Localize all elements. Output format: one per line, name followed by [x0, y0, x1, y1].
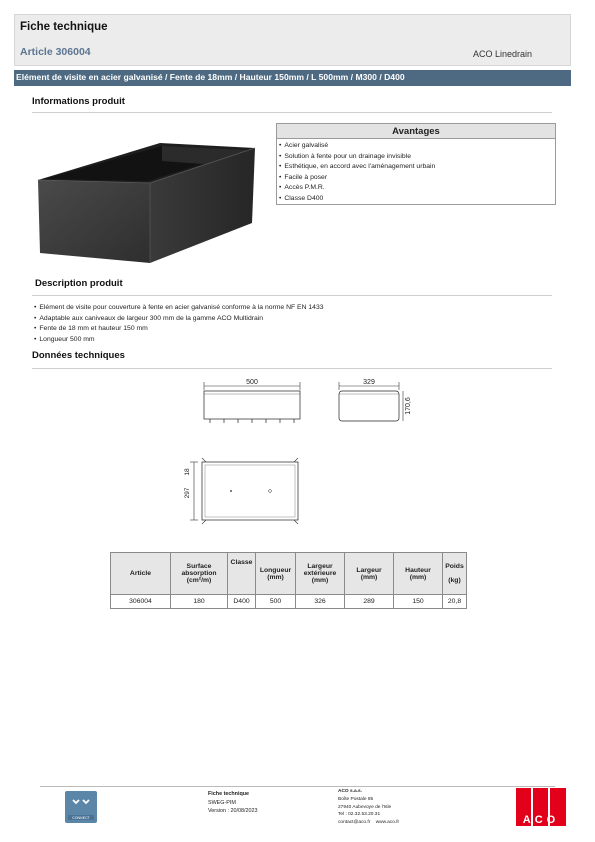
header-hauteur: Hauteur (mm) — [394, 553, 443, 595]
cell-largeur: 289 — [345, 595, 394, 609]
technical-data-table — [110, 552, 467, 609]
side-width-label: 329 — [363, 379, 375, 386]
advantages-heading: Avantages — [277, 124, 555, 139]
cell-largeur-exterieure: 326 — [296, 595, 345, 609]
table-row — [111, 595, 467, 609]
footer-website-link[interactable]: www.aco.fr — [375, 820, 400, 826]
footer-doc-type: Fiche technique — [208, 791, 250, 797]
footer-doc-source: SWEG-PIM — [208, 799, 236, 806]
brand-name: ACO Linedrain — [472, 49, 532, 59]
description-list — [34, 303, 324, 345]
description-item: • Adaptable aux caniveaux de largeur 300 mm de la gamme ACO Multidrain — [34, 314, 324, 325]
top-view-drawing — [180, 456, 310, 526]
top-slot-label: 18 — [184, 468, 191, 476]
header-largeur: Largeur (mm) — [345, 553, 394, 595]
footer-company-address: Boîte Postale 85 — [338, 796, 374, 802]
header-classe: Classe — [228, 553, 256, 595]
footer-divider — [40, 786, 555, 787]
footer-company-phone: Tel : 02.32.53.20.31 — [338, 812, 381, 818]
side-view-drawing — [333, 374, 413, 430]
cell-classe: D400 — [228, 595, 256, 609]
aco-logo-text: ACO — [522, 814, 560, 826]
advantage-item: • Accès P.M.R. — [279, 183, 555, 194]
header-longueur: Longueur (mm) — [256, 553, 296, 595]
connect-logo — [65, 791, 97, 823]
footer-doc-version: Version : 20/08/2023 — [208, 808, 258, 815]
article-number: Article 306004 — [20, 46, 91, 58]
advantage-item: • Facile à poser — [279, 173, 555, 184]
section-divider — [32, 112, 552, 113]
advantage-item: • Classe D400 — [279, 194, 555, 205]
footer-company-city: 27940 Aubevoye de l'Isle — [338, 804, 392, 810]
cell-longueur: 500 — [256, 595, 296, 609]
section-heading-info: Informations produit — [32, 96, 125, 107]
advantages-list — [277, 139, 555, 205]
description-item: • Longueur 500 mm — [34, 335, 324, 346]
front-width-label: 500 — [246, 379, 258, 386]
header-surface: Surface absorption (cm²/m) — [171, 553, 228, 595]
section-divider — [32, 368, 552, 369]
header-article: Article — [111, 553, 171, 595]
footer-email-link[interactable]: contact@aco.fr — [338, 820, 371, 826]
description-item: • Elément de visite pour couverture à fente en acier galvanisé conforme à la norme NF EN 1433 — [34, 303, 324, 314]
cell-article: 306004 — [111, 595, 171, 609]
advantage-item: • Esthétique, en accord avec l'aménagement urbain — [279, 162, 555, 173]
section-heading-technical: Données techniques — [32, 350, 125, 361]
description-item: • Fente de 18 mm et hauteur 150 mm — [34, 324, 324, 335]
advantage-item: • Acier galvalisé — [279, 141, 555, 152]
footer-company-contact — [338, 819, 399, 827]
footer-company-info — [338, 788, 399, 827]
section-heading-description: Description produit — [35, 278, 123, 289]
header-largeur-exterieure: Largeur extérieure (mm) — [296, 553, 345, 595]
section-divider — [32, 295, 552, 296]
advantages-box — [276, 123, 556, 205]
aco-logo — [516, 788, 566, 826]
cell-surface: 180 — [171, 595, 228, 609]
cell-hauteur: 150 — [394, 595, 443, 609]
cell-poids: 20,8 — [443, 595, 467, 609]
side-height-label: 170,6 — [405, 397, 412, 415]
connect-logo-text: CONNECT — [72, 816, 90, 820]
header-poids: Poids (kg) — [443, 553, 467, 595]
footer-company-name: ACO s.a.s. — [338, 789, 362, 794]
footer-document-info — [208, 790, 257, 816]
document-header — [14, 14, 571, 66]
front-view-drawing — [196, 374, 308, 430]
product-title-bar: Elément de visite en acier galvanisé / Fente de 18mm / Hauteur 150mm / L 500mm / M300 / D400 — [14, 70, 571, 86]
document-title: Fiche technique — [20, 21, 108, 33]
table-header-row — [111, 553, 467, 595]
advantage-item: • Solution à fente pour un drainage invisible — [279, 152, 555, 163]
product-image — [30, 135, 260, 265]
top-depth-label: 297 — [184, 487, 191, 499]
